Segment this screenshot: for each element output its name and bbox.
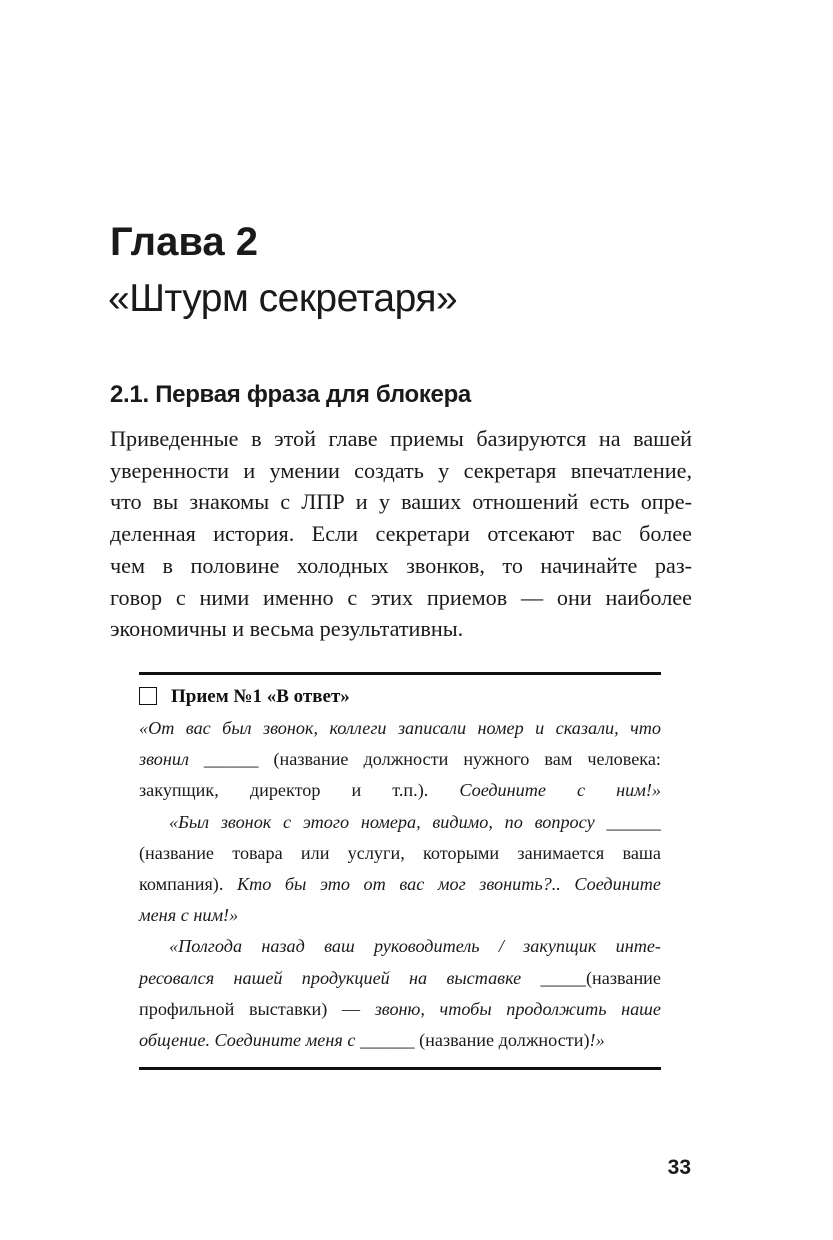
- technique-title: Прием №1 «В ответ»: [171, 686, 350, 707]
- script-text-italic: «От вас был звонок, коллеги записали номер и сказали, что: [139, 718, 661, 738]
- script-text-italic: меня с ним!»: [139, 905, 239, 926]
- paragraph-line: говор с ними именно с этих приемов — они наиболее: [110, 584, 692, 610]
- script-text-regular: компания).: [139, 874, 237, 895]
- paragraph-line: чем в половине холодных звонков, то начинайте раз-: [110, 552, 692, 578]
- script-text-regular: закупщик, директор и т.п.).: [139, 780, 460, 801]
- paragraph-line: что вы знакомы с ЛПР и у ваших отношений есть опре-: [110, 489, 692, 515]
- script-text-italic: общение. Соедините меня с ______: [139, 1030, 420, 1051]
- script-text-regular: (название должности нужного вам человека:: [273, 749, 661, 770]
- script-text-italic: Соедините с ним!»: [459, 780, 661, 801]
- script-line: [139, 807, 661, 838]
- script-line: [139, 931, 661, 962]
- script-line: [139, 838, 661, 869]
- paragraph-line: уверенности и умении создать у секретаря впечатление,: [110, 457, 692, 483]
- technique-script: [139, 713, 661, 1056]
- script-text-italic: звоню, чтобы продолжить наше: [374, 998, 661, 1019]
- script-line: [139, 994, 661, 1025]
- technique-title-row: [139, 685, 350, 709]
- script-text-italic: !»: [589, 1030, 605, 1051]
- script-text-italic: Кто бы это от вас мог звонить?.. Соедините: [237, 874, 661, 895]
- script-line: [139, 869, 661, 900]
- script-text-regular: профильной выставки) —: [139, 998, 375, 1019]
- script-text-regular: (название: [585, 967, 661, 988]
- checkbox-icon: [139, 687, 157, 705]
- script-text-italic: «Был звонок с этого номера, видимо, по вопросу ______: [169, 811, 661, 832]
- paragraph-line: деленная история. Если секретари отсекают вас более: [110, 521, 692, 547]
- section-paragraph: [110, 423, 692, 645]
- script-text-regular: (название должности): [419, 1030, 590, 1051]
- script-line: [139, 713, 661, 744]
- section-heading: 2.1. Первая фраза для блокера: [110, 381, 471, 408]
- script-line: [139, 900, 661, 931]
- paragraph-line: Приведенные в этой главе приемы базируются на вашей: [110, 426, 692, 451]
- script-line: [139, 963, 661, 994]
- chapter-label: Глава 2: [110, 220, 259, 264]
- script-line: [139, 1025, 661, 1056]
- paragraph-line: экономичны и весьма результативны.: [110, 616, 464, 642]
- script-text-italic: ресовался нашей продукцией на выставке _____: [139, 967, 586, 988]
- script-line: [139, 775, 661, 806]
- script-text-italic: звонил ______: [139, 749, 274, 770]
- technique-box: [139, 672, 661, 1070]
- script-line: [139, 744, 661, 775]
- script-text-italic: «Полгода назад ваш руководитель / закупщик инте-: [169, 936, 661, 957]
- script-text-regular: (название товара или услуги, которыми занимается ваша: [139, 842, 661, 863]
- chapter-subtitle: «Штурм секретаря»: [108, 277, 458, 320]
- page-number: 33: [667, 1156, 691, 1179]
